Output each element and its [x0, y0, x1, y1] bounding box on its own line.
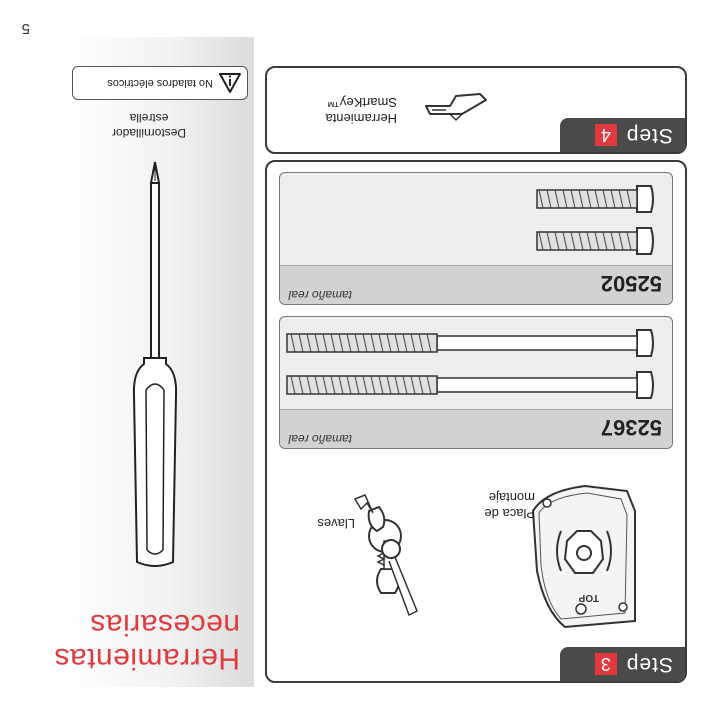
- tools-title-line2: necesarias: [89, 608, 240, 641]
- part-52367-number: 52367: [600, 415, 662, 440]
- long-screws-icon: [279, 316, 672, 410]
- smartkey-tool-label: Herramienta SmartKey™: [325, 95, 397, 126]
- step3-tab: [560, 647, 685, 681]
- mounting-plate-icon: [525, 481, 645, 631]
- mounting-plate-label: Placa de montaje: [484, 490, 535, 521]
- warning-box: [72, 66, 248, 100]
- keys-label: Llaves: [317, 516, 355, 531]
- page-number: 5: [21, 20, 30, 37]
- tools-title: [20, 607, 240, 675]
- step3-card: [265, 160, 687, 683]
- step4-word: Step: [625, 124, 673, 147]
- step3-number-badge: 3: [595, 653, 617, 675]
- part-52502-box: [279, 172, 673, 305]
- smartkey-tool-icon: [420, 90, 490, 140]
- step4-number-badge: 4: [595, 124, 617, 146]
- part-52502-header: [280, 265, 672, 304]
- warning-text: No taladros eléctricos: [107, 77, 213, 89]
- warning-icon: [219, 73, 241, 93]
- screwdriver-icon: [110, 150, 200, 570]
- plate-top-text: TOP: [578, 592, 599, 603]
- screwdriver-label: Destornillador estrella: [111, 111, 187, 140]
- part-52367-header: [280, 409, 672, 448]
- part-52502-number: 52502: [600, 271, 662, 296]
- step4-tab: [560, 118, 685, 152]
- short-screws-icon: [279, 172, 672, 266]
- tools-title-line1: Herramientas: [53, 642, 240, 675]
- part-52367-box: [279, 316, 673, 449]
- keys-icon: [325, 491, 425, 621]
- part-52502-real-size: tamaño real: [288, 288, 352, 302]
- step4-card: [265, 66, 687, 154]
- part-52367-real-size: tamaño real: [288, 432, 352, 446]
- step3-word: Step: [625, 653, 673, 676]
